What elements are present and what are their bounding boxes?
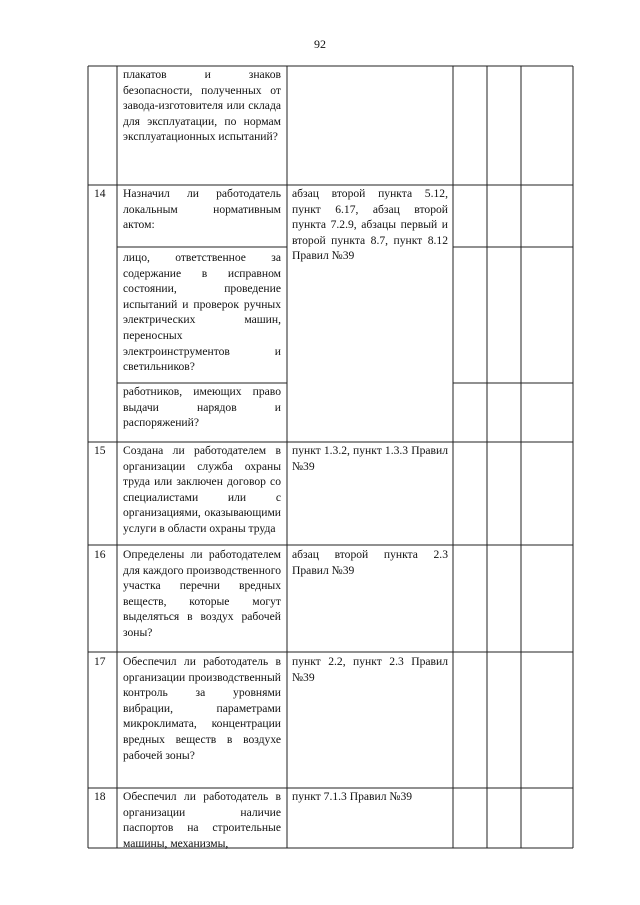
reference-cell: пункт 2.2, пункт 2.3 Правил №39	[292, 655, 448, 684]
subitem-question-cell: работников, имеющих право выдачи нарядов и распоряжений?	[123, 385, 281, 430]
reference-cell: абзац второй пункта 5.12, пункт 6.17, абзац второй пункта 7.2.9, абзацы первый и второй пункта 8.7, пункт 8.12 Правил №39	[292, 187, 448, 263]
reference-cell: пункт 1.3.2, пункт 1.3.3 Правил №39	[292, 444, 448, 473]
question-cell: Обеспечил ли работодатель в организации производственный контроль за уровнями вибрации, параметрами микроклимата, концентрации вредных веществ в воздухе рабочей зоны?	[123, 655, 281, 762]
reference-cell: пункт 7.1.3 Правил №39	[292, 790, 413, 803]
question-cell: Обеспечил ли работодатель в организации наличие паспортов на строительные машины, механизмы,	[123, 790, 281, 850]
row-number: 17	[94, 655, 106, 668]
reference-cell: абзац второй пункта 2.3 Правил №39	[292, 548, 448, 577]
question-cell: Определены ли работодателем для каждого производственного участка перечни вредных веществ, которые могут выделяться в воздух рабочей зоны?	[123, 548, 281, 639]
page-number: 92	[314, 37, 326, 51]
row-number: 14	[94, 187, 106, 200]
question-cell: Создана ли работодателем в организации служба охраны труда или заключен договор со специалистами или с организациями, оказывающими услуги в области охраны труда	[123, 444, 281, 535]
continued-question-cell: плакатов и знаков безопасности, полученных от завода-изготовителя или склада для эксплуатации, по нормам эксплуатационных испытаний?	[123, 68, 281, 144]
subitem-question-cell: лицо, ответственное за содержание в исправном состоянии, проведение испытаний и проверок ручных электрических машин, переносных электроинструментов и светильников?	[123, 251, 281, 374]
row-number: 15	[94, 444, 106, 457]
question-cell: Назначил ли работодатель локальным нормативным актом:	[123, 187, 281, 232]
row-number: 18	[94, 790, 106, 803]
row-number: 16	[94, 548, 106, 561]
